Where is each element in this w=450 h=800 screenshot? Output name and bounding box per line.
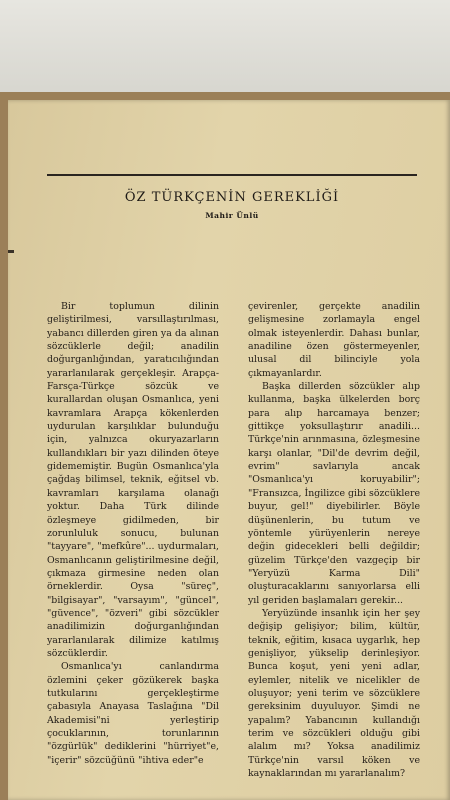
table-surface — [0, 0, 450, 100]
binding-mark — [8, 250, 14, 253]
left-column — [47, 300, 219, 767]
paragraph: Yeryüzünde insanlık için her şey değişip gelişiyor; bilim, kültür, teknik, eğitim, kısaca uygarlık, hep genişliyor, yükselip derinleşiyor. Bunca koşut, yeni yeni adlar, eylemler, nitelik ve nicelikler de oluşuyor; yeni terim ve sözcüklere gereksinim duyuluyor. Şimdi ne yapalım? Yabancının kullandığı terim ve sözcükleri olduğu gibi alalım mı? Yoksa anadilimiz Türkçe'nin varsıl köken ve kaynaklarından mı yararlanalım? — [248, 607, 420, 780]
article-title: ÖZ TÜRKÇENİN GEREKLİĞİ — [124, 190, 340, 205]
right-column — [248, 300, 420, 780]
paragraph: Osmanlıca'yı canlandırma özlemini çeker gözükerek başka tutkularını gerçekleştirme çabasıyla Anayasa Taslağına "Dil Akademisi"ni yerleştirip çocuklarının, torunlarının "özgürlük" dediklerini "hürriyet"e, "içerir" sözcüğünü "ihtiva eder"e — [47, 661, 219, 766]
header-rule — [47, 174, 417, 176]
article-author: Mahir Ünlü — [205, 211, 259, 220]
paragraph: Bir toplumun dilinin geliştirilmesi, varsıllaştırılması, yabancı dillerden giren ya da alınan sözcüklerle değil; anadilin doğurganlığından, yaratıcılığından yararlanılarak gerçekleşir. Arapça-Farsça-Türkçe sözcük ve kurallardan oluşan Osmanlıca, yeni kavramlara Arapça kökenlerden uydurulan karşılıklar bulunduğu için, yalnızca okuryazarların kullandıkları bir yazı dilinden öteye gidememiştir. Bugün Osmanlıca'yla çağdaş bilimsel, teknik, eğitsel vb. kavramları karşılama olanağı yoktur. Daha Türk dilinde özleşmeye gidilmeden, bir zorunluluk sonucu, bulunan "tayyare", "mefkûre"... uydurmaları, Osmanlıcanın geliştirilmesine değil, çıkmaza girmesine neden olan örneklerdir. Oysa "süreç", "bilgisayar", "varsayım", "güncel", "güvence", "özveri" gibi sözcükler anadilimizin doğurganlığından yararlanılarak dilimize katılmış sözcüklerdir. — [47, 301, 219, 659]
paragraph: Başka dillerden sözcükler alıp kullanma, başka ülkelerden borç para alıp harcamaya benzer; gittikçe yoksullaştırır anadili... Türkçe'nin arınmasına, özleşmesine karşı olanlar, "Dil'de devrim değil, evrim" savlarıyla ancak "Osmanlıca'yı koruyabilir"; "Fransızca, İngilizce gibi sözcüklere buyur, gel!" diyebilirler. Böyle düşünenlerin, bu tutum ve yöntemle yürüyenlerin nereye değin gidecekleri belli değildir; güzelim Türkçe'den vazgeçip bir "Yeryüzü Karma Dili" oluşturacaklarını sanıyorlarsa elli yıl geriden başlamaları gerekir... — [248, 381, 420, 606]
paragraph: çevirenler, gerçekte anadilin gelişmesine zorlamayla engel olmak isteyenlerdir. Dahası bunlar, anadiline özen göstermeyenler, ulusal dil bilinciyle yola çıkmayanlardır. — [248, 301, 420, 379]
